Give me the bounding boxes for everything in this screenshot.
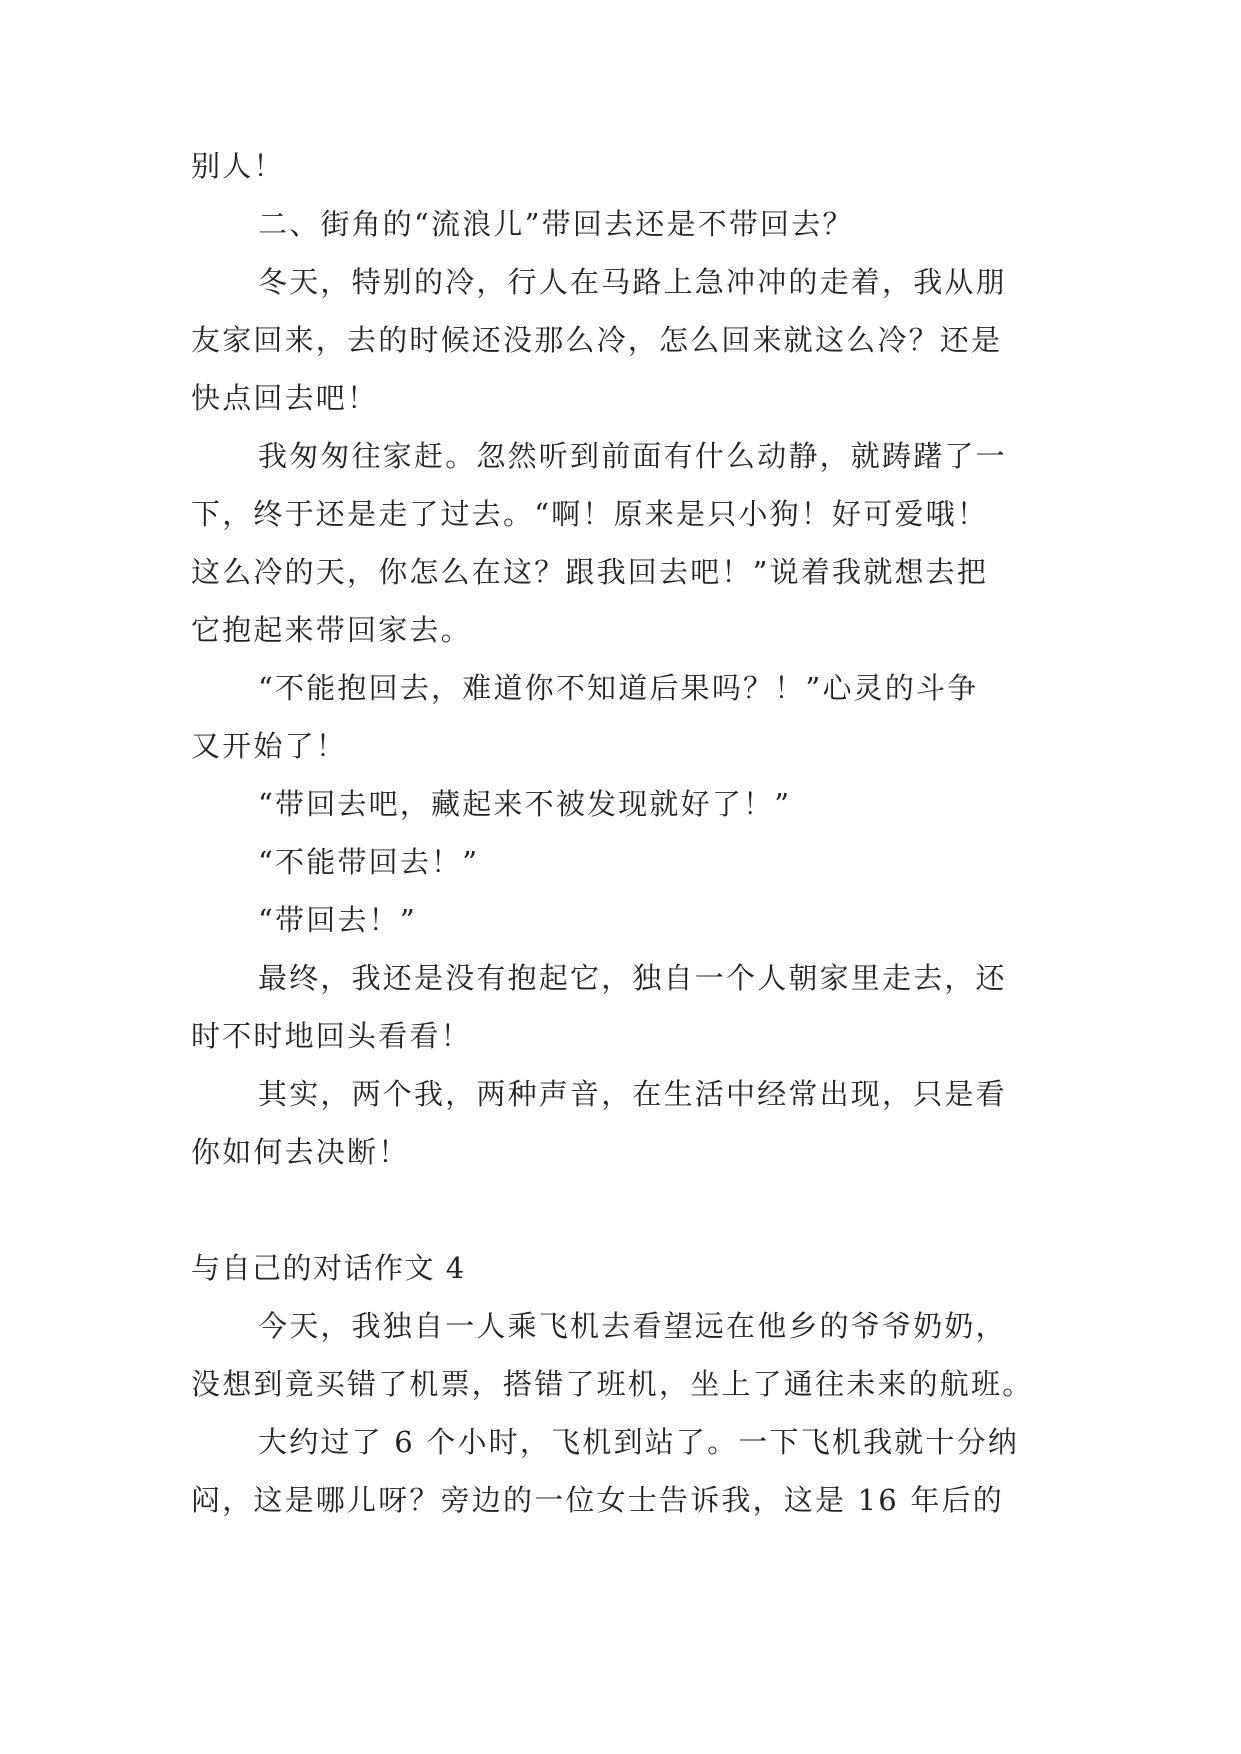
text-line: 别人！ — [191, 149, 285, 183]
text-line: 我匆匆往家赶。忽然听到前面有什么动静，就踌躇了一 — [258, 439, 1007, 473]
text-line: 冬天，特别的冷，行人在马路上急冲冲的走着，我从朋 — [258, 265, 1007, 299]
text-line: “不能抱回去，难道你不知道后果吗？！”心灵的斗争 — [258, 671, 979, 705]
text-line: 最终，我还是没有抱起它，独自一个人朝家里走去，还 — [258, 961, 1007, 995]
text-line: 闷，这是哪儿呀？旁边的一位女士告诉我，这是 16 年后的 — [191, 1483, 1004, 1517]
text-line: 快点回去吧！ — [191, 381, 379, 415]
essay-title: 与自己的对话作文 4 — [191, 1251, 466, 1285]
text-line: 友家回来，去的时候还没那么冷，怎么回来就这么冷？还是 — [191, 323, 1003, 357]
text-line: 又开始了！ — [191, 729, 348, 763]
text-line: 它抱起来带回家去。 — [191, 613, 472, 647]
text-line: 下，终于还是走了过去。“啊！原来是只小狗！好可爱哦！ — [191, 497, 989, 531]
text-line: “带回去！” — [258, 903, 417, 937]
text-line: 今天，我独自一人乘飞机去看望远在他乡的爷爷奶奶， — [258, 1309, 1007, 1343]
text-line: 时不时地回头看看！ — [191, 1019, 472, 1053]
text-line: 这么冷的天，你怎么在这？跟我回去吧！”说着我就想去把 — [191, 555, 989, 589]
text-line: 大约过了 6 个小时，飞机到站了。一下飞机我就十分纳 — [258, 1425, 1020, 1459]
section-heading: 二、街角的“流浪儿”带回去还是不带回去？ — [258, 207, 854, 241]
text-line: “不能带回去！” — [258, 845, 480, 879]
text-line: 其实，两个我，两种声音，在生活中经常出现，只是看 — [258, 1077, 1007, 1111]
text-line: 你如何去决断！ — [191, 1135, 410, 1169]
text-line: “带回去吧，藏起来不被发现就好了！” — [258, 787, 792, 821]
text-line: 没想到竟买错了机票，搭错了班机，坐上了通往未来的航班。 — [191, 1367, 1034, 1401]
